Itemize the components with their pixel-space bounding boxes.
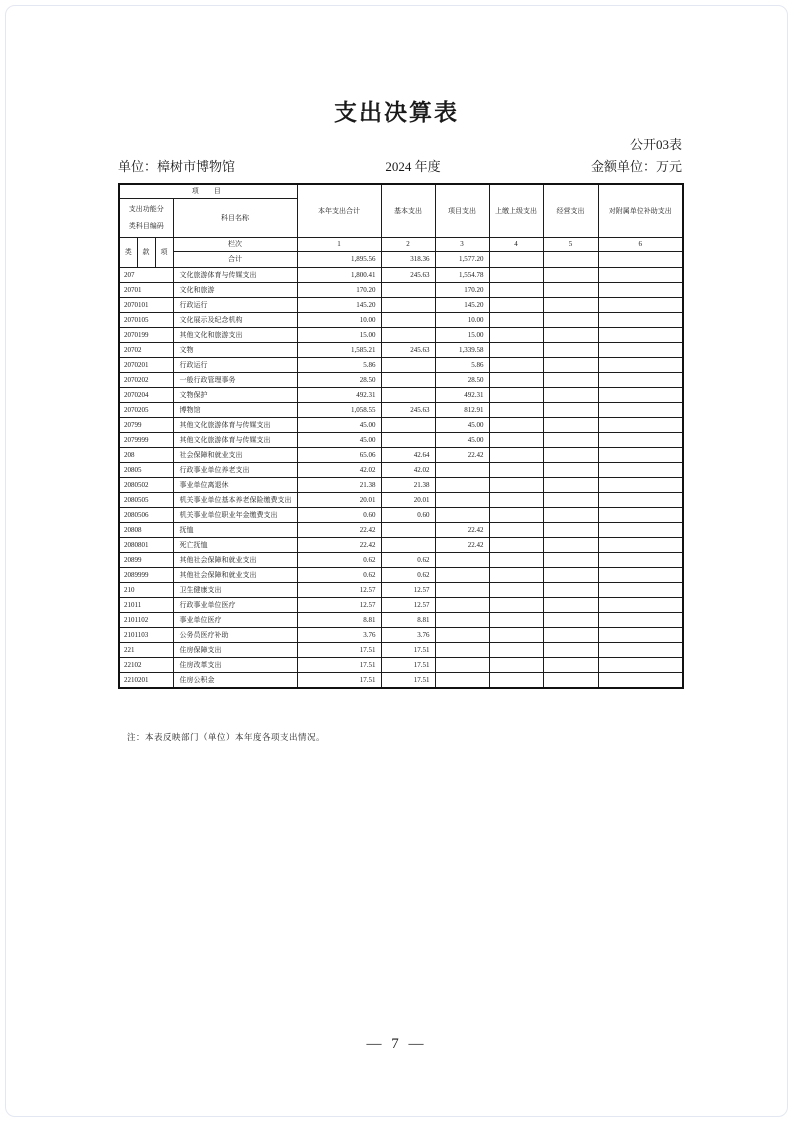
row-function-code: 21011: [119, 598, 173, 613]
table-row: [119, 583, 683, 598]
row-subject-name: 博物馆: [173, 403, 297, 418]
col-header-operating: 经营支出: [543, 184, 598, 238]
row-subject-name: 行政事业单位养老支出: [173, 463, 297, 478]
row-total-value: 5.86: [297, 358, 381, 373]
row-function-code: 2080502: [119, 478, 173, 493]
row-total-value: 1,800.41: [297, 268, 381, 283]
row-subsidy-value: [598, 583, 683, 598]
row-total-value: 12.57: [297, 583, 381, 598]
row-subsidy-value: [598, 598, 683, 613]
row-total-value: 10.00: [297, 313, 381, 328]
row-subsidy-value: [598, 673, 683, 688]
row-basic-value: 245.63: [381, 268, 435, 283]
row-upper-value: [489, 358, 543, 373]
row-upper-value: [489, 553, 543, 568]
function-code-header-line1: 支出功能分: [128, 205, 164, 214]
row-subject-name: 住房保障支出: [173, 643, 297, 658]
row-project-value: [435, 658, 489, 673]
function-code-header: [119, 199, 173, 238]
row-operating-value: [543, 643, 598, 658]
row-subject-name: 文化旅游体育与传媒支出: [173, 268, 297, 283]
table-row: [119, 673, 683, 688]
row-total-value: 0.60: [297, 508, 381, 523]
grand-total-row: [119, 252, 683, 268]
row-subject-name: 文物保护: [173, 388, 297, 403]
row-total-value: 3.76: [297, 628, 381, 643]
table-row: [119, 538, 683, 553]
table-row: [119, 628, 683, 643]
row-upper-value: [489, 673, 543, 688]
row-total-value: 45.00: [297, 418, 381, 433]
row-operating-value: [543, 568, 598, 583]
table-row: [119, 598, 683, 613]
row-basic-value: 245.63: [381, 403, 435, 418]
row-project-value: [435, 583, 489, 598]
row-function-code: 20799: [119, 418, 173, 433]
row-basic-value: [381, 388, 435, 403]
table-row: [119, 493, 683, 508]
row-function-code: 208: [119, 448, 173, 463]
footnote: 注：本表反映部门（单位）本年度各项支出情况。: [127, 732, 326, 742]
row-upper-value: [489, 493, 543, 508]
row-upper-value: [489, 403, 543, 418]
row-basic-value: 17.51: [381, 658, 435, 673]
row-operating-value: [543, 388, 598, 403]
row-basic-value: [381, 373, 435, 388]
row-function-code: 2080801: [119, 538, 173, 553]
row-operating-value: [543, 598, 598, 613]
row-project-value: 812.91: [435, 403, 489, 418]
grand-total-operating: [543, 252, 598, 268]
row-upper-value: [489, 613, 543, 628]
row-subsidy-value: [598, 493, 683, 508]
row-subsidy-value: [598, 358, 683, 373]
row-project-value: 10.00: [435, 313, 489, 328]
row-function-code: 2089999: [119, 568, 173, 583]
row-subsidy-value: [598, 478, 683, 493]
row-project-value: 492.31: [435, 388, 489, 403]
row-subsidy-value: [598, 388, 683, 403]
row-basic-value: 8.81: [381, 613, 435, 628]
row-subsidy-value: [598, 313, 683, 328]
table-row: [119, 568, 683, 583]
row-subject-name: 其他文化旅游体育与传媒支出: [173, 433, 297, 448]
row-upper-value: [489, 328, 543, 343]
row-operating-value: [543, 403, 598, 418]
col-header-basic: 基本支出: [381, 184, 435, 238]
row-basic-value: 0.62: [381, 568, 435, 583]
row-upper-value: [489, 313, 543, 328]
row-subject-name: 社会保障和就业支出: [173, 448, 297, 463]
table-row: [119, 508, 683, 523]
header-row-item: [119, 184, 683, 199]
row-function-code: 2210201: [119, 673, 173, 688]
row-subject-name: 一般行政管理事务: [173, 373, 297, 388]
row-project-value: [435, 478, 489, 493]
amount-unit: 金额单位：万元: [590, 159, 682, 174]
fiscal-year: 2024 年度: [385, 159, 441, 174]
row-function-code: 20701: [119, 283, 173, 298]
table-row: [119, 358, 683, 373]
row-total-value: 65.06: [297, 448, 381, 463]
row-total-value: 8.81: [297, 613, 381, 628]
grand-total-label: 合计: [173, 252, 297, 268]
row-total-value: 1,585.21: [297, 343, 381, 358]
row-function-code: 20805: [119, 463, 173, 478]
page-title: 支出决算表: [334, 100, 459, 125]
row-upper-value: [489, 643, 543, 658]
row-operating-value: [543, 358, 598, 373]
table-row: [119, 643, 683, 658]
table-row: [119, 343, 683, 358]
row-operating-value: [543, 268, 598, 283]
row-function-code: 2080505: [119, 493, 173, 508]
row-subsidy-value: [598, 658, 683, 673]
row-basic-value: [381, 328, 435, 343]
row-subject-name: 公务员医疗补助: [173, 628, 297, 643]
row-total-value: 492.31: [297, 388, 381, 403]
row-subject-name: 文化和旅游: [173, 283, 297, 298]
item-group-header: 项 目: [119, 184, 297, 199]
row-subsidy-value: [598, 418, 683, 433]
row-project-value: [435, 613, 489, 628]
table-row: [119, 283, 683, 298]
table-row: [119, 658, 683, 673]
row-operating-value: [543, 478, 598, 493]
row-operating-value: [543, 658, 598, 673]
table-row: [119, 268, 683, 283]
row-basic-value: 0.60: [381, 508, 435, 523]
row-project-value: [435, 493, 489, 508]
table-row: [119, 298, 683, 313]
row-function-code: 2070105: [119, 313, 173, 328]
row-operating-value: [543, 538, 598, 553]
row-function-code: 207: [119, 268, 173, 283]
row-project-value: 22.42: [435, 538, 489, 553]
row-upper-value: [489, 448, 543, 463]
row-project-value: [435, 673, 489, 688]
column-index-4: 4: [489, 238, 543, 252]
table-row: [119, 523, 683, 538]
row-total-value: 17.51: [297, 658, 381, 673]
row-basic-value: 21.38: [381, 478, 435, 493]
row-project-value: 45.00: [435, 418, 489, 433]
row-upper-value: [489, 583, 543, 598]
table-row: [119, 373, 683, 388]
col-header-subsidy: 对附属单位补助支出: [598, 184, 683, 238]
row-project-value: [435, 508, 489, 523]
row-operating-value: [543, 553, 598, 568]
row-upper-value: [489, 628, 543, 643]
row-function-code: 2070204: [119, 388, 173, 403]
row-upper-value: [489, 598, 543, 613]
row-subsidy-value: [598, 283, 683, 298]
row-subject-name: 机关事业单位基本养老保险缴费支出: [173, 493, 297, 508]
row-project-value: 1,554.78: [435, 268, 489, 283]
table-row: [119, 328, 683, 343]
row-function-code: 22102: [119, 658, 173, 673]
row-subsidy-value: [598, 568, 683, 583]
row-upper-value: [489, 523, 543, 538]
row-basic-value: 17.51: [381, 643, 435, 658]
table-row: [119, 403, 683, 418]
row-operating-value: [543, 493, 598, 508]
row-project-value: 15.00: [435, 328, 489, 343]
row-subsidy-value: [598, 643, 683, 658]
row-upper-value: [489, 508, 543, 523]
row-subject-name: 其他社会保障和就业支出: [173, 568, 297, 583]
row-subject-name: 事业单位医疗: [173, 613, 297, 628]
row-total-value: 170.20: [297, 283, 381, 298]
row-subsidy-value: [598, 463, 683, 478]
row-subject-name: 死亡抚恤: [173, 538, 297, 553]
grand-total-subsidy: [598, 252, 683, 268]
table-row: [119, 463, 683, 478]
row-function-code: 221: [119, 643, 173, 658]
table-meta-row: [118, 156, 682, 175]
row-function-code: 20899: [119, 553, 173, 568]
row-function-code: 2101103: [119, 628, 173, 643]
row-subject-name: 事业单位离退休: [173, 478, 297, 493]
row-project-value: [435, 568, 489, 583]
table-row: [119, 418, 683, 433]
row-function-code: 210: [119, 583, 173, 598]
row-operating-value: [543, 673, 598, 688]
col-header-upper: 上缴上级支出: [489, 184, 543, 238]
col-header-total: 本年支出合计: [297, 184, 381, 238]
row-project-value: [435, 553, 489, 568]
row-subsidy-value: [598, 343, 683, 358]
table-row: [119, 613, 683, 628]
row-subsidy-value: [598, 268, 683, 283]
column-index-5: 5: [543, 238, 598, 252]
row-operating-value: [543, 523, 598, 538]
row-function-code: 2070199: [119, 328, 173, 343]
col-header-project: 项目支出: [435, 184, 489, 238]
row-subsidy-value: [598, 373, 683, 388]
row-basic-value: 42.64: [381, 448, 435, 463]
row-subject-name: 文物: [173, 343, 297, 358]
row-subsidy-value: [598, 553, 683, 568]
table-row: [119, 433, 683, 448]
row-basic-value: 20.01: [381, 493, 435, 508]
row-upper-value: [489, 343, 543, 358]
row-project-value: [435, 628, 489, 643]
column-index-1: 1: [297, 238, 381, 252]
row-upper-value: [489, 463, 543, 478]
row-subsidy-value: [598, 523, 683, 538]
row-basic-value: 42.02: [381, 463, 435, 478]
expenditure-table-wrap: [118, 183, 682, 689]
function-code-header-line2: 类科目编码: [128, 222, 164, 231]
public-table-code: 公开03表: [629, 137, 682, 152]
row-subsidy-value: [598, 613, 683, 628]
row-function-code: 2079999: [119, 433, 173, 448]
row-basic-value: [381, 538, 435, 553]
row-total-value: 145.20: [297, 298, 381, 313]
row-subject-name: 行政运行: [173, 358, 297, 373]
row-project-value: 170.20: [435, 283, 489, 298]
row-project-value: 28.50: [435, 373, 489, 388]
grand-total-total: 1,895.56: [297, 252, 381, 268]
row-operating-value: [543, 298, 598, 313]
row-subject-name: 行政运行: [173, 298, 297, 313]
row-subject-name: 住房改革支出: [173, 658, 297, 673]
row-total-value: 17.51: [297, 643, 381, 658]
row-subject-name: 文化展示及纪念机构: [173, 313, 297, 328]
code-sub-section: 款: [137, 238, 155, 268]
row-total-value: 22.42: [297, 523, 381, 538]
row-basic-value: [381, 418, 435, 433]
row-total-value: 22.42: [297, 538, 381, 553]
row-operating-value: [543, 433, 598, 448]
row-basic-value: [381, 298, 435, 313]
row-total-value: 12.57: [297, 598, 381, 613]
row-function-code: 2070205: [119, 403, 173, 418]
row-total-value: 15.00: [297, 328, 381, 343]
row-project-value: [435, 463, 489, 478]
column-index-3: 3: [435, 238, 489, 252]
row-project-value: 5.86: [435, 358, 489, 373]
row-upper-value: [489, 478, 543, 493]
row-total-value: 1,058.55: [297, 403, 381, 418]
row-function-code: 2070202: [119, 373, 173, 388]
row-total-value: 28.50: [297, 373, 381, 388]
row-basic-value: 12.57: [381, 583, 435, 598]
row-total-value: 0.62: [297, 553, 381, 568]
row-project-value: 145.20: [435, 298, 489, 313]
table-row: [119, 478, 683, 493]
row-function-code: 20808: [119, 523, 173, 538]
row-subsidy-value: [598, 298, 683, 313]
table-row: [119, 388, 683, 403]
row-project-value: 22.42: [435, 523, 489, 538]
row-operating-value: [543, 613, 598, 628]
row-project-value: 45.00: [435, 433, 489, 448]
row-basic-value: 17.51: [381, 673, 435, 688]
row-subject-name: 卫生健康支出: [173, 583, 297, 598]
row-total-value: 42.02: [297, 463, 381, 478]
table-row: [119, 313, 683, 328]
row-total-value: 45.00: [297, 433, 381, 448]
row-upper-value: [489, 373, 543, 388]
row-basic-value: [381, 358, 435, 373]
row-subject-name: 其他文化旅游体育与传媒支出: [173, 418, 297, 433]
row-operating-value: [543, 628, 598, 643]
row-upper-value: [489, 538, 543, 553]
row-function-code: 2080506: [119, 508, 173, 523]
row-operating-value: [543, 328, 598, 343]
row-function-code: 2070101: [119, 298, 173, 313]
row-subject-name: 机关事业单位职业年金缴费支出: [173, 508, 297, 523]
row-upper-value: [489, 283, 543, 298]
row-basic-value: 245.63: [381, 343, 435, 358]
column-index-6: 6: [598, 238, 683, 252]
row-total-value: 17.51: [297, 673, 381, 688]
row-subsidy-value: [598, 433, 683, 448]
row-operating-value: [543, 373, 598, 388]
row-subject-name: 其他社会保障和就业支出: [173, 553, 297, 568]
row-basic-value: [381, 523, 435, 538]
row-operating-value: [543, 313, 598, 328]
row-subsidy-value: [598, 508, 683, 523]
row-upper-value: [489, 433, 543, 448]
row-upper-value: [489, 658, 543, 673]
row-operating-value: [543, 508, 598, 523]
row-basic-value: [381, 283, 435, 298]
expenditure-table: [118, 183, 684, 689]
row-subject-name: 行政事业单位医疗: [173, 598, 297, 613]
table-row: [119, 553, 683, 568]
row-function-code: 2101102: [119, 613, 173, 628]
row-basic-value: 0.62: [381, 553, 435, 568]
column-index-row: [119, 238, 683, 252]
code-sub-class: 类: [119, 238, 137, 268]
row-operating-value: [543, 343, 598, 358]
column-index-label: 栏次: [173, 238, 297, 252]
grand-total-basic: 318.36: [381, 252, 435, 268]
table-row: [119, 448, 683, 463]
row-function-code: 20702: [119, 343, 173, 358]
row-basic-value: [381, 313, 435, 328]
row-upper-value: [489, 568, 543, 583]
subject-name-header: 科目名称: [173, 199, 297, 238]
row-subsidy-value: [598, 328, 683, 343]
column-index-2: 2: [381, 238, 435, 252]
row-subsidy-value: [598, 628, 683, 643]
row-project-value: 22.42: [435, 448, 489, 463]
row-function-code: 2070201: [119, 358, 173, 373]
table-body: [119, 268, 683, 688]
row-operating-value: [543, 448, 598, 463]
row-subsidy-value: [598, 538, 683, 553]
grand-total-upper: [489, 252, 543, 268]
row-total-value: 21.38: [297, 478, 381, 493]
row-upper-value: [489, 298, 543, 313]
row-subject-name: 抚恤: [173, 523, 297, 538]
row-operating-value: [543, 463, 598, 478]
row-project-value: 1,339.58: [435, 343, 489, 358]
row-subsidy-value: [598, 403, 683, 418]
row-subsidy-value: [598, 448, 683, 463]
row-operating-value: [543, 418, 598, 433]
row-basic-value: 3.76: [381, 628, 435, 643]
row-basic-value: [381, 433, 435, 448]
row-project-value: [435, 598, 489, 613]
row-project-value: [435, 643, 489, 658]
row-subject-name: 其他文化和旅游支出: [173, 328, 297, 343]
row-subject-name: 住房公积金: [173, 673, 297, 688]
unit-name: 单位：樟树市博物馆: [118, 159, 236, 174]
page-number: — 7 —: [366, 1036, 427, 1052]
row-upper-value: [489, 268, 543, 283]
row-total-value: 0.62: [297, 568, 381, 583]
row-upper-value: [489, 418, 543, 433]
code-sub-item: 项: [155, 238, 173, 268]
row-upper-value: [489, 388, 543, 403]
row-operating-value: [543, 283, 598, 298]
row-total-value: 20.01: [297, 493, 381, 508]
row-operating-value: [543, 583, 598, 598]
row-basic-value: 12.57: [381, 598, 435, 613]
grand-total-project: 1,577.20: [435, 252, 489, 268]
